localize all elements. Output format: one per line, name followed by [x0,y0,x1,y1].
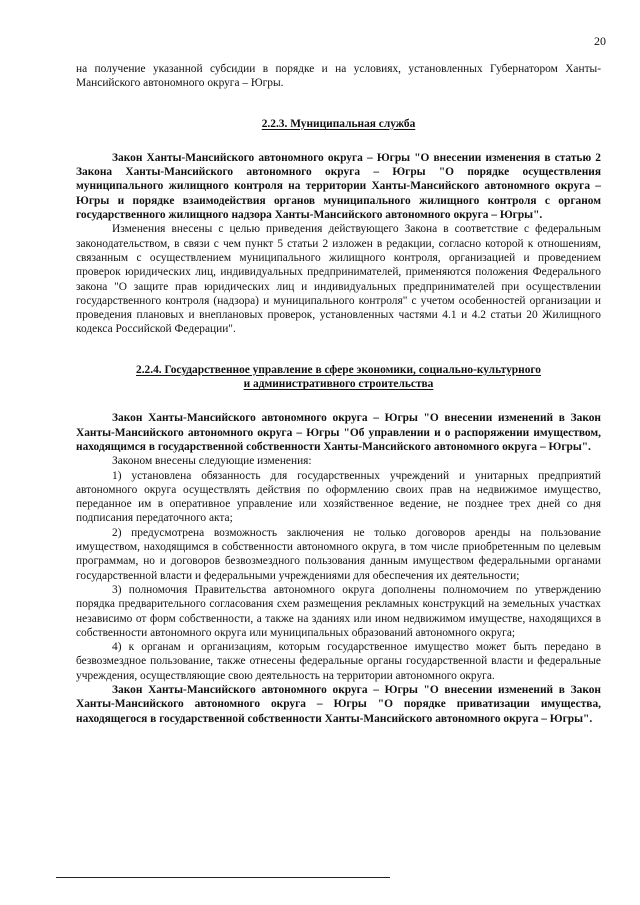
spacer [76,91,601,117]
spacer [76,391,601,411]
section-heading-state-administration-line1: 2.2.4. Государственное управление в сфере экономики, социально-культурного [136,363,541,376]
change-item-1: 1) установлена обязанность для государственных учреждений и унитарных предприятий автономного округа осуществлять действия по оформлению своих прав на недвижимое имущество, переданное им в оперативное управление или хозяйственное ведение, не позднее трех дней со дня подписания передаточного акта; [76,469,601,525]
change-item-2: 2) предусмотрена возможность заключения не только договоров аренды на пользование имуществом, находящимся в собственности автономного округа, в том числе приобретенным по целевым программам, но и договоров безвозмездного пользования данным имуществом федеральными органами государственной власти и федеральными учреждениями для обеспечения их деятельности; [76,526,601,582]
intro-paragraph: на получение указанной субсидии в порядке и на условиях, установленных Губернатором Ханты-Мансийского автономного округа – Югры. [76,63,601,90]
change-item-4: 4) к органам и организациям, которым государственное имущество может быть передано в безвозмездное пользование, также отнесены федеральные органы государственной власти и федеральные учреждения, осуществляющие свою деятельность на территории автономного округа. [76,641,601,682]
page-number: 20 [594,34,606,48]
spacer [76,131,601,151]
document-body [76,62,601,726]
section-heading-municipal-service: 2.2.3. Муниципальная служба [261,117,416,130]
change-item-3: 3) полномочия Правительства автономного округа дополнены полномочием по утверждению порядка предварительного согласования схем размещения рекламных конструкций на земельных участках независимо от форм собственности, а также на зданиях или ином недвижимом имуществе, находящихся в собственности автономного округа или муниципальных образований автономного округа; [76,583,601,639]
paragraph-housing-control-changes: Изменения внесены с целью приведения действующего Закона в соответствие с федеральным законодательством, в связи с чем пункт 5 статьи 2 изложен в редакции, согласно которой к отношениям, связанным с осуществлением муниципального жилищного контроля, организацией и проведением проверок юридических лиц, индивидуальных предпринимателей, применяются положения Федерального закона "О защите прав юридических лиц и индивидуальных предпринимателей при осуществлении государственного контроля (надзора) и муниципального контроля" с учетом особенностей организации и проведения плановых и внеплановых проверок, установленных частями 4.1 и 4.2 статьи 20 Жилищного кодекса Российской Федерации". [76,223,601,336]
section-heading-state-administration-line2: и административного строительства [243,378,434,391]
spacer [76,337,601,363]
law-title-housing-control: Закон Ханты-Мансийского автономного округа – Югры "О внесении изменения в статью 2 Закона Ханты-Мансийского автономного округа – Югры "О порядке осуществления муниципального жилищного контроля на территории Ханты-Мансийского автономного округа – Югры и порядке взаимодействия органов муниципального жилищного контроля с органом государственного жилищного надзора Ханты-Мансийского автономного округа – Югры". [76,151,601,222]
law-title-property-management: Закон Ханты-Мансийского автономного округа – Югры "О внесении изменений в Закон Ханты-Мансийского автономного округа – Югры "Об управлении и о распоряжении имуществом, находящимся в государственной собственности Ханты-Мансийского автономного округа – Югры". [76,412,601,453]
footnote-divider [56,877,390,878]
law-title-privatization: Закон Ханты-Мансийского автономного округа – Югры "О внесении изменений в Закон Ханты-Мансийского автономного округа – Югры "О порядке приватизации имущества, находящегося в государственной собственности Ханты-Мансийского автономного округа – Югры". [76,683,601,725]
changes-intro: Законом внесены следующие изменения: [112,455,312,468]
